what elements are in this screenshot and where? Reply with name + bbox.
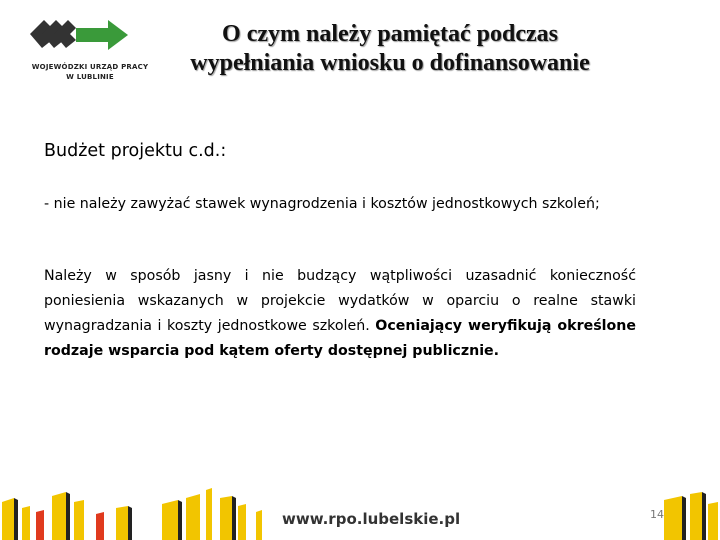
wup-logo <box>20 10 160 88</box>
logo-line-1: WOJEWÓDZKI URZĄD PRACY <box>31 63 149 71</box>
paragraph-1: - nie należy zawyżać stawek wynagrodzenia i kosztów jednostkowych szkoleń; <box>44 196 600 212</box>
paragraph-2-bold-text: Oceniający weryfikują określone rodzaje wsparcia pod kątem oferty dostępnej publicznie. <box>44 318 636 359</box>
paragraph-2-text: Należy w sposób jasny i nie budzący wątpliwości uzasadnić konieczność poniesienia wskazanych w projekcie wydatków w oparciu o realne stawki wynagradzania i koszty jednostkowe szkoleń. <box>44 268 636 334</box>
section-heading: Budżet projektu c.d.: <box>44 141 227 161</box>
page-number: 14 <box>650 508 664 521</box>
footer-url[interactable]: www.rpo.lubelskie.pl <box>282 510 461 528</box>
title-line-2: wypełniania wniosku o dofinansowanie <box>190 50 590 76</box>
page-title <box>160 20 620 78</box>
wup-logo-icon <box>28 10 138 62</box>
paragraph-2 <box>44 264 636 364</box>
logo-line-2: W LUBLINIE <box>66 73 114 81</box>
logo-caption <box>20 62 160 82</box>
title-line-1: O czym należy pamiętać podczas <box>222 21 558 47</box>
